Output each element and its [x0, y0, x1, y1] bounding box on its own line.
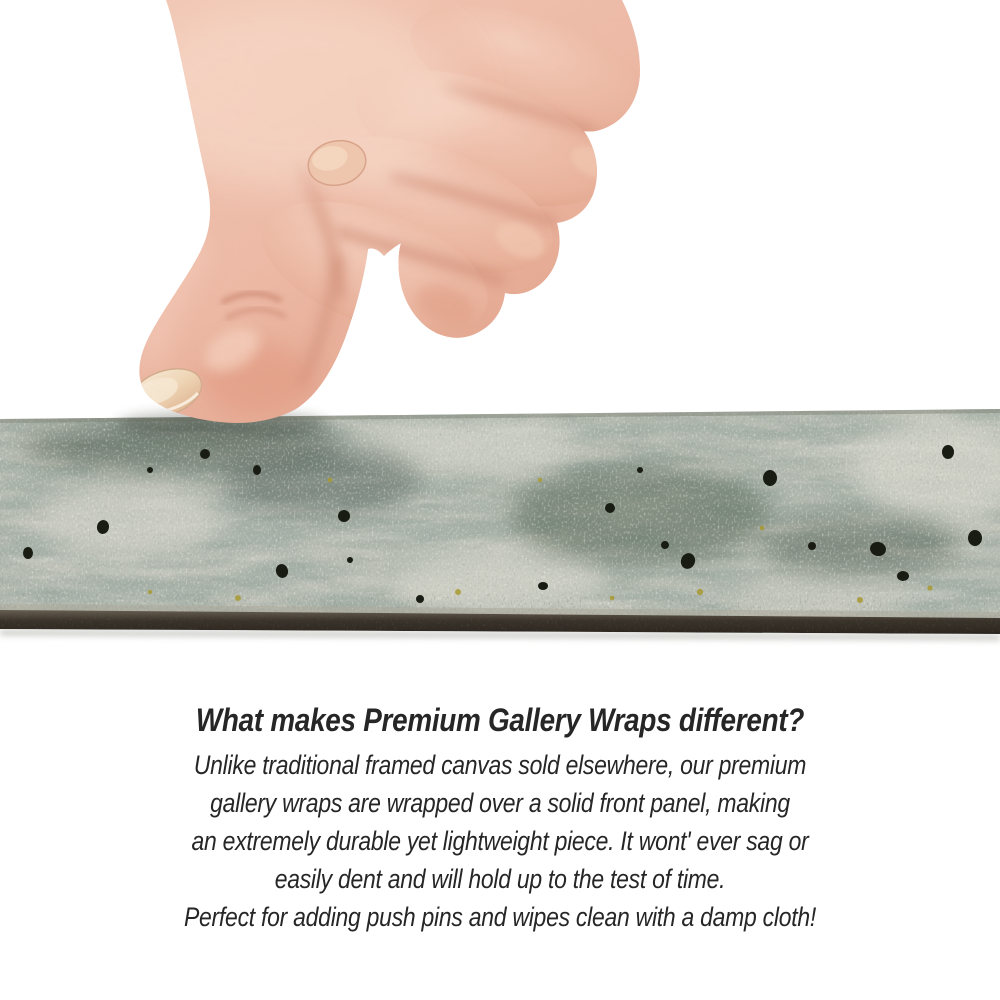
canvas-strip — [0, 400, 1000, 641]
copy-line-2: gallery wraps are wrapped over a solid front panel, making — [210, 788, 790, 818]
copy-line-4: easily dent and will hold up to the test of time. — [274, 864, 726, 894]
copy-heading: What makes Premium Gallery Wraps different? — [195, 702, 805, 738]
hand-photo — [80, 0, 671, 440]
copy-line-1: Unlike traditional framed canvas sold elsewhere, our premium — [193, 750, 807, 780]
marketing-copy — [0, 699, 1000, 936]
skin-texture — [80, 0, 660, 440]
copy-line-5: Perfect for adding push pins and wipes clean with a damp cloth! — [183, 902, 817, 932]
copy-line-3: an extremely durable yet lightweight piece. It wont' ever sag or — [191, 826, 809, 856]
